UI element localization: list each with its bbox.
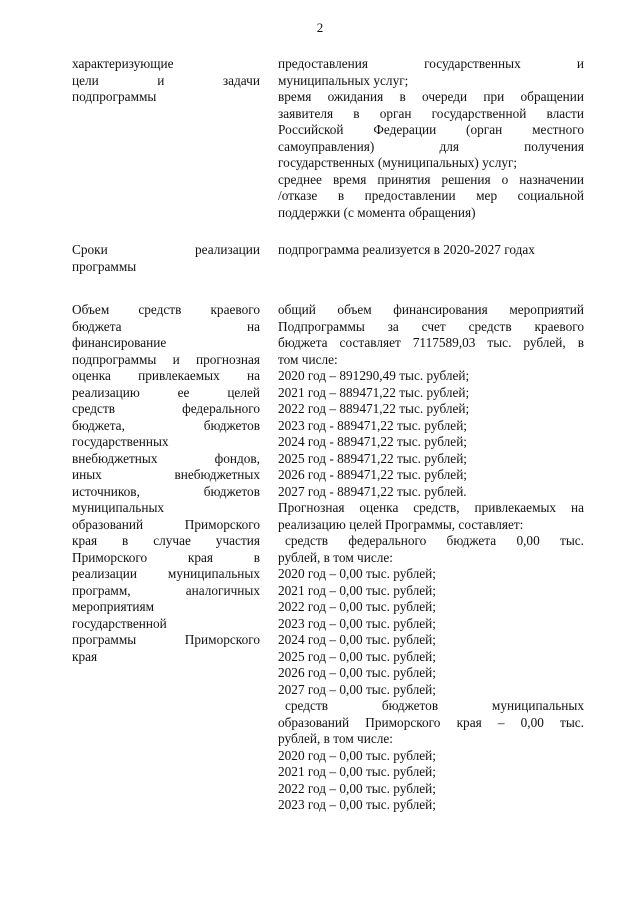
right-text-line: 2022 год – 0,00 тыс. рублей; <box>278 780 436 796</box>
left-text-line: программ, аналогичных <box>72 582 260 598</box>
row1-left-cell <box>72 56 260 106</box>
right-text-line: государственных (муниципальных) услуг; <box>278 155 518 170</box>
left-text-line: Сроки реализации <box>72 242 260 257</box>
right-text-line: 2021 год – 0,00 тыс. рублей; <box>278 582 436 598</box>
right-text-line: заявителя в орган государственной власти <box>278 105 584 121</box>
row1-right-cell <box>278 56 584 221</box>
left-text-line: программы Приморского <box>72 632 260 647</box>
right-text-line: 2025 год – 0,00 тыс. рублей; <box>278 648 436 664</box>
page-number: 2 <box>316 20 324 35</box>
left-text-line: бюджета, бюджетов <box>72 417 260 433</box>
right-text-line: том числе: <box>278 351 338 367</box>
row2-right-cell <box>278 242 584 259</box>
left-text-line: средств федерального <box>72 401 260 416</box>
right-text-line: 2021 год – 0,00 тыс. рублей; <box>278 764 436 779</box>
right-text-line: 2024 год - 889471,22 тыс. рублей; <box>278 434 468 449</box>
left-text-line: подпрограммы <box>72 89 157 104</box>
right-text-line: рублей, в том числе: <box>278 731 393 746</box>
left-text-line: муниципальных <box>72 500 165 515</box>
left-text-line: государственных <box>72 434 169 449</box>
left-text-line: мероприятиям <box>72 599 155 614</box>
right-text-line: рублей, в том числе: <box>278 549 393 565</box>
right-text-line: 2020 год – 891290,49 тыс. рублей; <box>278 368 470 383</box>
right-text-line: 2023 год - 889471,22 тыс. рублей; <box>278 417 468 433</box>
right-text-line: средств федерального бюджета 0,00 тыс. <box>285 533 584 548</box>
right-text-line: 2022 год – 889471,22 тыс. рублей; <box>278 401 470 416</box>
right-text-line: 2020 год – 0,00 тыс. рублей; <box>278 747 436 763</box>
left-text-line: иных внебюджетных <box>72 467 260 482</box>
right-text-line: 2022 год – 0,00 тыс. рублей; <box>278 599 436 614</box>
row-implementation-period <box>72 242 584 275</box>
right-text-line: реализацию целей Программы, составляет: <box>278 516 524 532</box>
right-text-line: 2023 год – 0,00 тыс. рублей; <box>278 797 436 812</box>
right-text-line: /отказе в предоставлении мер социальной <box>278 188 584 203</box>
right-text-line: средств бюджетов муниципальных <box>285 698 584 713</box>
left-text-line: реализации муниципальных <box>72 566 260 581</box>
row3-left-cell <box>72 302 260 665</box>
right-text-line: образований Приморского края – 0,00 тыс. <box>278 714 584 730</box>
left-text-line: образований Приморского <box>72 516 260 532</box>
left-text-line: источников, бюджетов <box>72 483 260 499</box>
right-text-line: 2026 год - 889471,22 тыс. рублей; <box>278 467 468 482</box>
left-text-line: Приморского края в <box>72 549 260 565</box>
right-text-line: 2027 год - 889471,22 тыс. рублей. <box>278 483 467 499</box>
left-text-line: цели и задачи <box>72 72 260 88</box>
row-financing-volume <box>72 302 584 812</box>
right-text-line: предоставления государственных и <box>278 56 584 71</box>
row-goals-indicators <box>72 56 584 220</box>
right-text-line: 2024 год – 0,00 тыс. рублей; <box>278 632 436 647</box>
right-text-line: подпрограмма реализуется в 2020-2027 годах <box>278 242 535 257</box>
left-text-line: характеризующие <box>72 56 174 71</box>
left-text-line: бюджета на <box>72 318 260 334</box>
right-text-line: поддержки (с момента обращения) <box>278 204 476 220</box>
left-text-line: края <box>72 648 98 664</box>
right-text-line: 2023 год – 0,00 тыс. рублей; <box>278 615 436 631</box>
right-text-line: среднее время принятия решения о назначении <box>278 171 584 187</box>
right-text-line: Российской Федерации (орган местного <box>278 122 584 137</box>
right-text-line: Прогнозная оценка средств, привлекаемых на <box>278 500 584 515</box>
right-text-line: 2027 год – 0,00 тыс. рублей; <box>278 681 436 697</box>
right-text-line: 2021 год – 889471,22 тыс. рублей; <box>278 384 470 400</box>
right-text-line: Подпрограммы за счет средств краевого <box>278 318 584 334</box>
left-text-line: государственной <box>72 615 167 631</box>
left-text-line: Объем средств краевого <box>72 302 260 317</box>
left-text-line: края в случае участия <box>72 533 260 548</box>
left-text-line: программы <box>72 258 137 274</box>
left-text-line: оценка привлекаемых на <box>72 368 260 383</box>
right-text-line: 2025 год - 889471,22 тыс. рублей; <box>278 450 468 466</box>
right-text-line: муниципальных услуг; <box>278 72 409 88</box>
left-text-line: подпрограммы и прогнозная <box>72 351 260 367</box>
right-text-line: самоуправления) для получения <box>278 138 584 154</box>
row3-right-cell <box>278 302 584 814</box>
right-text-line: 2020 год – 0,00 тыс. рублей; <box>278 566 436 581</box>
right-text-line: бюджета составляет 7117589,03 тыс. рублей, в <box>278 335 584 350</box>
left-text-line: финансирование <box>72 335 167 350</box>
right-text-line: общий объем финансирования мероприятий <box>278 302 584 317</box>
row2-left-cell <box>72 242 260 275</box>
left-text-line: внебюджетных фондов, <box>72 450 260 466</box>
right-text-line: время ожидания в очереди при обращении <box>278 89 584 104</box>
right-text-line: 2026 год – 0,00 тыс. рублей; <box>278 665 436 680</box>
left-text-line: реализацию ее целей <box>72 384 260 400</box>
